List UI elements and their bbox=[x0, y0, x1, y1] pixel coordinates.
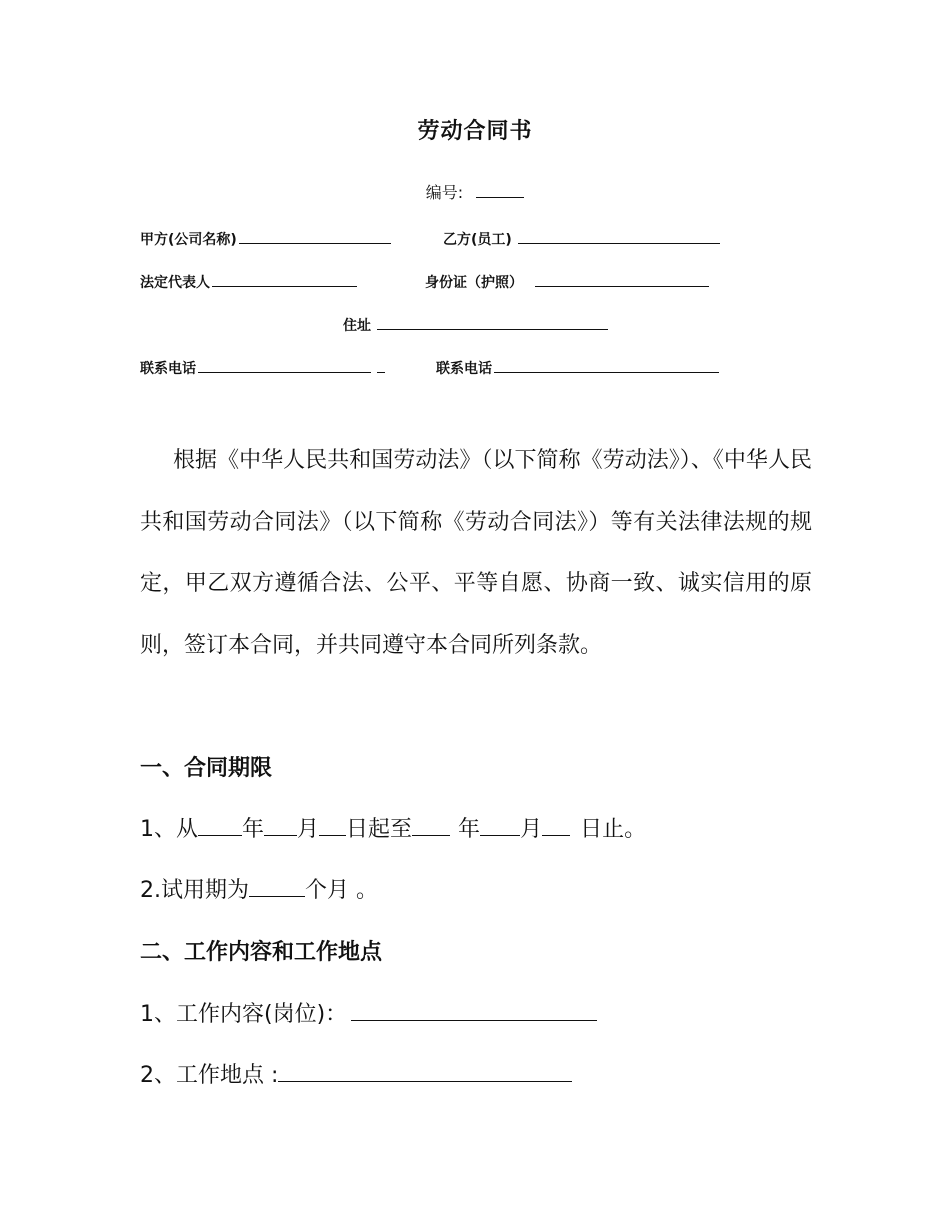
end-year-label: 年 bbox=[458, 817, 481, 842]
end-month-blank[interactable] bbox=[480, 813, 520, 836]
party-b-phone-blank[interactable] bbox=[494, 358, 719, 373]
contract-term-item bbox=[140, 812, 646, 843]
probation-months-blank[interactable] bbox=[249, 874, 305, 897]
start-year-label: 年 bbox=[242, 817, 265, 842]
contract-number-row bbox=[0, 180, 950, 203]
legal-representative-blank[interactable] bbox=[212, 272, 357, 287]
job-content-blank[interactable] bbox=[351, 998, 597, 1021]
start-year-blank[interactable] bbox=[198, 813, 242, 836]
id-passport-field bbox=[425, 272, 709, 292]
party-a-phone-label: 联系电话 bbox=[140, 361, 196, 377]
id-passport-label: 身份证（护照） bbox=[425, 275, 523, 291]
party-a-name-label: 甲方(公司名称) bbox=[140, 232, 237, 248]
contract-number-blank[interactable] bbox=[476, 180, 524, 198]
address-label: 住址 bbox=[343, 318, 371, 334]
start-day-blank[interactable] bbox=[319, 813, 346, 836]
section-1-heading: 一、合同期限 bbox=[140, 756, 273, 781]
party-a-phone-blank[interactable] bbox=[198, 358, 371, 373]
id-passport-blank[interactable] bbox=[535, 272, 709, 287]
party-a-phone-field bbox=[140, 358, 385, 378]
party-b-name-label: 乙方(员工) bbox=[443, 232, 512, 248]
party-a-phone-extra-blank bbox=[377, 358, 385, 373]
start-month-label: 月 bbox=[297, 817, 320, 842]
term-prefix: 1、从 bbox=[140, 817, 198, 842]
party-b-phone-label: 联系电话 bbox=[436, 361, 492, 377]
legal-representative-label: 法定代表人 bbox=[140, 275, 210, 291]
probation-item bbox=[140, 873, 378, 904]
contract-number-label: 编号: bbox=[425, 183, 464, 202]
intro-paragraph: 根据《中华人民共和国劳动法》（以下简称《劳动法》）、《中华人民共和国劳动合同法》（以下简称《劳动合同法》）等有关法律法规的规定，甲乙双方遵循合法、公平、平等自愿、协商一致、诚实信用的原则，签订本合同，并共同遵守本合同所列条款。 bbox=[140, 448, 812, 658]
work-location-item bbox=[140, 1058, 572, 1089]
end-day-blank[interactable] bbox=[542, 813, 570, 836]
address-blank[interactable] bbox=[377, 315, 608, 330]
legal-representative-field bbox=[140, 272, 357, 292]
start-month-blank[interactable] bbox=[264, 813, 297, 836]
party-b-name-blank[interactable] bbox=[518, 229, 720, 244]
job-content-label: 1、工作内容(岗位)： bbox=[140, 1002, 348, 1027]
document-title: 劳动合同书 bbox=[417, 119, 533, 144]
party-a-name-blank[interactable] bbox=[239, 229, 391, 244]
party-a-name-field bbox=[140, 229, 391, 249]
end-day-label: 日止。 bbox=[580, 817, 647, 842]
party-b-phone-field bbox=[436, 358, 719, 378]
section-2-heading: 二、工作内容和工作地点 bbox=[140, 940, 383, 965]
party-b-name-field bbox=[443, 229, 720, 249]
probation-prefix: 2.试用期为 bbox=[140, 878, 249, 903]
end-year-blank[interactable] bbox=[412, 813, 450, 836]
end-month-label: 月 bbox=[520, 817, 543, 842]
start-day-label: 日起至 bbox=[346, 817, 413, 842]
job-content-item bbox=[140, 997, 597, 1028]
address-field bbox=[343, 315, 608, 335]
work-location-label: 2、工作地点 : bbox=[140, 1063, 279, 1088]
probation-suffix: 个月 。 bbox=[305, 878, 378, 903]
work-location-blank[interactable] bbox=[278, 1059, 572, 1082]
